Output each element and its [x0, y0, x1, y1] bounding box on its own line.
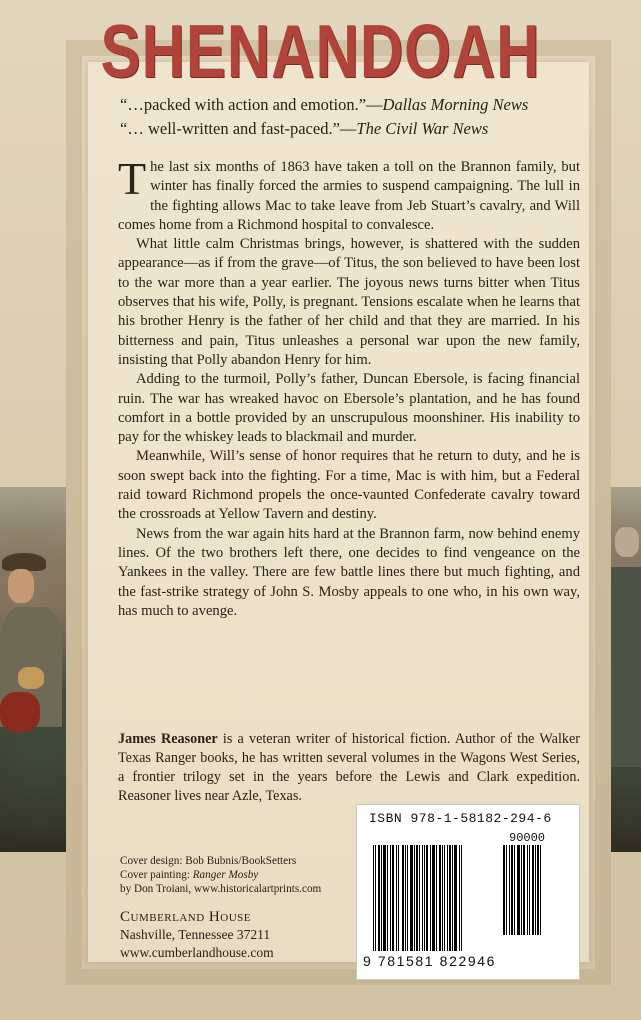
design-credit: Cover design: Bob Bubnis/BookSetters	[120, 855, 297, 867]
review-quote-1	[120, 94, 580, 116]
ean-digits: 9 781581 822946	[363, 953, 496, 969]
publisher-name: Cumberland House	[120, 909, 251, 925]
painting-rider-body	[611, 567, 641, 767]
book-blurb	[118, 153, 580, 621]
blurb-paragraph: Adding to the turmoil, Polly’s father, Duncan Ebersole, is facing financial ruin. The war has wreaked havoc on Ebersole’s plantation, and he has found comfort in a bottle provided by an unscrupulous moonshiner. His inability to pay for the whiskey leads to blackmail and murder.	[118, 371, 580, 446]
review-quote-2	[120, 118, 580, 140]
cover-credits	[120, 854, 360, 896]
quote-source: Dallas Morning News	[382, 95, 529, 114]
painting-soldier-glove	[18, 667, 44, 689]
publisher-url: www.cumberlandhouse.com	[120, 945, 274, 960]
author-name: James Reasoner	[118, 731, 218, 747]
cover-painting-right-strip	[611, 487, 641, 852]
painting-artist: by Don Troiani, www.historicalartprints.com	[120, 883, 322, 895]
barcode-bar	[540, 845, 541, 935]
isbn-barcode	[356, 804, 580, 980]
painting-credit	[120, 868, 360, 882]
book-title: SHENANDOAH	[100, 9, 541, 93]
isbn-number: ISBN 978-1-58182-294-6	[369, 811, 552, 826]
blurb-paragraph: Meanwhile, Will’s sense of honor requires that he return to duty, and he is soon swept back into the fighting. For a time, Mac is with him, but a Federal raid toward Richmond propels the once-vaunted Confederate cavalry toward the crossroads at Yellow Tavern and destiny.	[118, 448, 580, 523]
blurb-paragraph: News from the war again hits hard at the Brannon farm, now behind enemy lines. Of the two brothers left there, one decides to find vengeance on the Yankees in the valley. There are few battle lines there but much fighting, and the fast-strike strategy of John S. Mosby appeals to one who, in his own way, has much to avenge.	[118, 525, 580, 619]
barcode-bars-main	[373, 845, 493, 951]
blurb-paragraph: What little calm Christmas brings, however, is shattered with the sudden appearance—as if from the grave—of Titus, the son believed to have been lost to the war more than a year earlier. The joyous news turns bitter when Titus observes that his wife, Polly, is pregnant. Tensions escalate when he learns that his brother Henry is the father of her child and that they are married. In his bitterness and pain, Titus unleashes a personal war upon the new family, insisting that Polly abandon Henry for him.	[118, 236, 580, 368]
quote-source: The Civil War News	[356, 119, 489, 138]
painting-red-blanket	[0, 692, 40, 732]
painting-label: Cover painting:	[120, 869, 193, 881]
author-bio-text: is a veteran writer of historical fiction. Author of the Walker Texas Ranger books, he has written several volumes in the Wagons West Series, a frontier trilogy set in the years before the Lewis and Clark expedition. Reasoner lives near Azle, Texas.	[118, 731, 580, 804]
cover-painting-left-strip	[0, 487, 66, 852]
barcode-bar	[461, 845, 462, 951]
blurb-paragraph	[118, 153, 580, 235]
barcode-bars-addon	[503, 845, 567, 935]
publisher-city: Nashville, Tennessee 37211	[120, 927, 271, 942]
painting-title: Ranger Mosby	[192, 869, 259, 881]
painting-rider-head	[615, 527, 639, 557]
painting-soldier-face	[8, 569, 34, 603]
publisher-info	[120, 908, 360, 962]
quote-text: “…packed with action and emotion.”—	[120, 95, 383, 114]
author-bio	[118, 730, 580, 806]
quote-text: “… well-written and fast-paced.”—	[120, 119, 357, 138]
price-code: 90000	[509, 831, 546, 845]
drop-cap: T	[118, 153, 147, 204]
blurb-text: he last six months of 1863 have taken a toll on the Brannon family, but winter has finally forced the armies to suspend campaigning. The lull in the fighting allows Mac to take leave from Jeb Stuart’s cavalry, and Will comes home from a Richmond hospital to convalesce.	[118, 159, 580, 233]
